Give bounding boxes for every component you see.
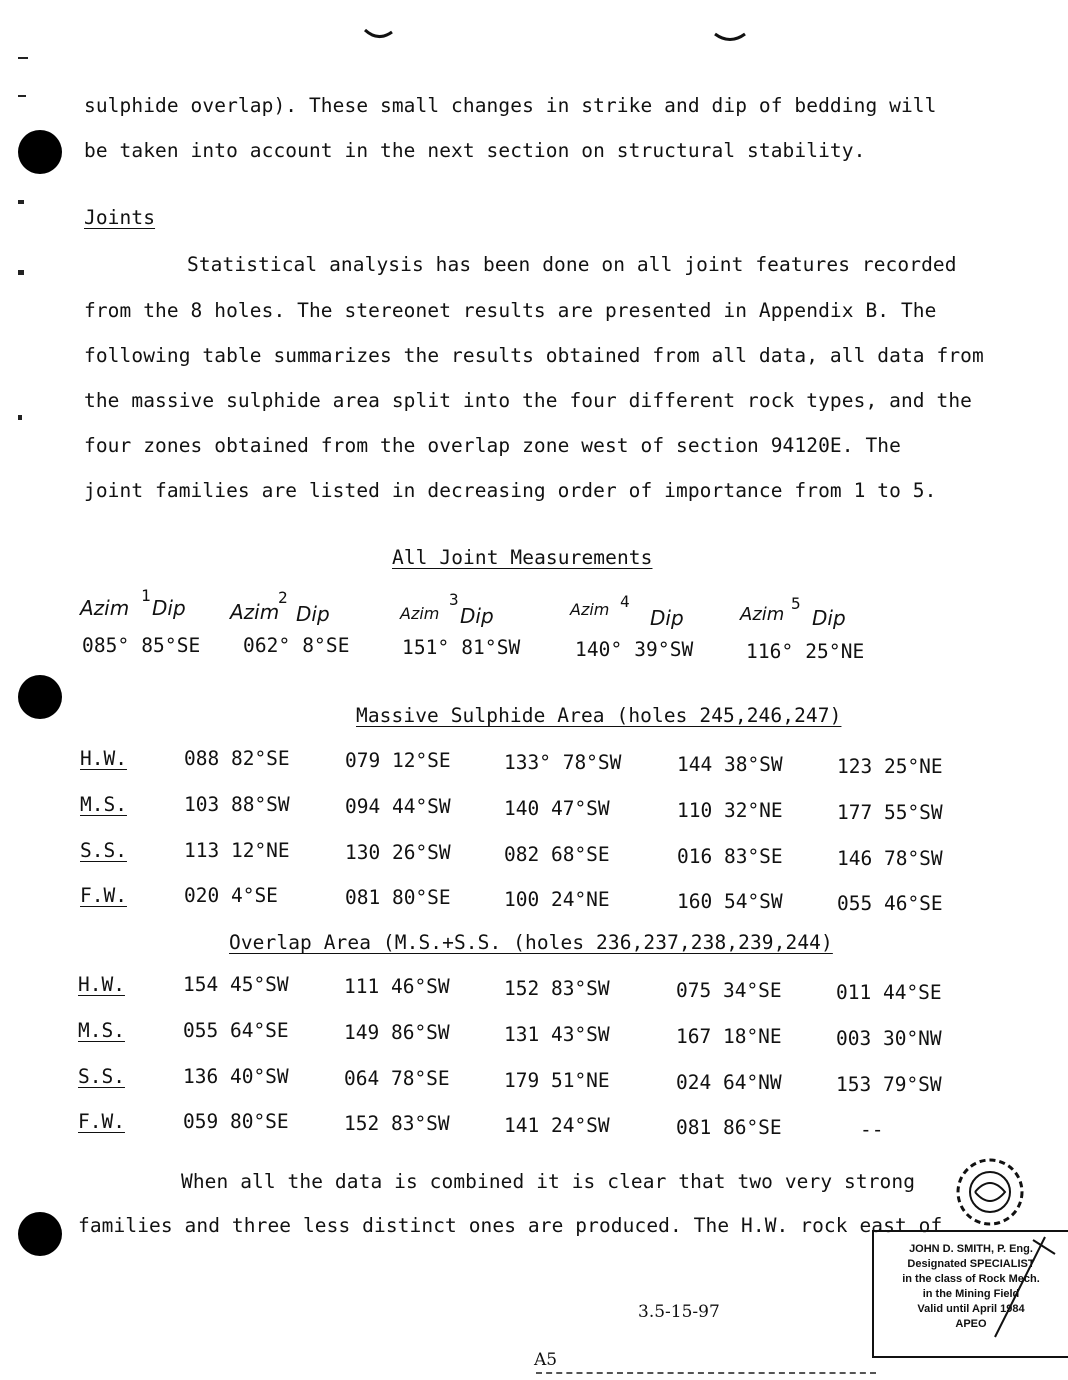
table-cell: 167 18°NE xyxy=(676,1025,782,1048)
table-title-overlap: Overlap Area (M.S.+S.S. (holes 236,237,238,239,244) xyxy=(229,931,833,954)
margin-mark xyxy=(18,95,26,97)
table-cell: 081 86°SE xyxy=(676,1116,782,1139)
stamp-line: JOHN D. SMITH, P. Eng. xyxy=(909,1243,1033,1255)
dip-label: Dip xyxy=(152,596,186,620)
table-cell: 082 68°SE xyxy=(504,843,610,866)
document-number: 3.5-15-97 xyxy=(638,1302,720,1322)
table-cell: 064 78°SE xyxy=(344,1067,450,1090)
azim-label: Azim xyxy=(400,604,440,623)
stamp-line: in the class of Rock Mech. xyxy=(902,1273,1040,1285)
rock-type-label: M.S. xyxy=(80,793,127,816)
family-number: 1 xyxy=(141,586,151,605)
table-cell: 011 44°SE xyxy=(836,981,942,1004)
table-cell: 140 47°SW xyxy=(504,797,610,820)
table-cell: 003 30°NW xyxy=(836,1027,942,1050)
table-title-massive-sulphide: Massive Sulphide Area (holes 245,246,247) xyxy=(356,704,842,727)
paragraph-line: When all the data is combined it is clear that two very strong xyxy=(181,1170,916,1193)
paragraph-line: following table summarizes the results obtained from all data, all data from xyxy=(84,344,984,367)
stamp-line: in the Mining Field xyxy=(922,1288,1020,1300)
rock-type-label: F.W. xyxy=(78,1110,125,1133)
paragraph-line: families and three less distinct ones are produced. The H.W. rock east of xyxy=(78,1214,943,1237)
table-cell: 094 44°SW xyxy=(345,795,451,818)
table-cell: 110 32°NE xyxy=(677,799,783,822)
table-cell: 152 83°SW xyxy=(504,977,610,1000)
table-cell: 130 26°SW xyxy=(345,841,451,864)
stamp-line: Designated SPECIALIST xyxy=(907,1258,1035,1270)
margin-mark xyxy=(18,415,22,420)
azim-label: Azim xyxy=(80,596,130,620)
paragraph-line: be taken into account in the next section on structural stability. xyxy=(84,139,866,162)
table-cell: 149 86°SW xyxy=(344,1021,450,1044)
table-title-all-joints: All Joint Measurements xyxy=(392,546,653,569)
engineer-seal-emblem xyxy=(935,1152,1045,1232)
page-label: A5 xyxy=(534,1350,558,1370)
table-cell: 160 54°SW xyxy=(677,890,783,913)
table-cell: 179 51°NE xyxy=(504,1069,610,1092)
rock-type-label: H.W. xyxy=(78,973,125,996)
table-cell: 075 34°SE xyxy=(676,979,782,1002)
family-value: 140° 39°SW xyxy=(575,638,694,661)
family-value: 062° 8°SE xyxy=(243,634,350,657)
family-number: 3 xyxy=(449,590,459,609)
family-number: 5 xyxy=(791,594,801,613)
azim-label: Azim xyxy=(570,600,610,619)
family-value: 085° 85°SE xyxy=(82,634,201,657)
family-number: 2 xyxy=(278,588,288,607)
table-cell: 111 46°SW xyxy=(344,975,450,998)
family-value: 116° 25°NE xyxy=(746,640,865,663)
margin-mark xyxy=(18,200,24,204)
table-cell: 144 38°SW xyxy=(677,753,783,776)
dip-label: Dip xyxy=(296,602,330,626)
paragraph-line: from the 8 holes. The stereonet results are presented in Appendix B. The xyxy=(84,299,937,322)
table-cell: 059 80°SE xyxy=(183,1110,289,1133)
margin-mark xyxy=(18,270,24,275)
table-cell: 103 88°SW xyxy=(184,793,290,816)
rock-type-label: S.S. xyxy=(78,1065,125,1088)
table-cell: 154 45°SW xyxy=(183,973,289,996)
table-cell: 152 83°SW xyxy=(344,1112,450,1135)
rock-type-label: M.S. xyxy=(78,1019,125,1042)
rock-type-label: H.W. xyxy=(80,747,127,770)
section-heading: Joints xyxy=(84,206,156,229)
table-cell: 113 12°NE xyxy=(184,839,290,862)
table-cell: -- xyxy=(860,1118,884,1141)
paragraph-line: four zones obtained from the overlap zone west of section 94120E. The xyxy=(84,434,901,457)
table-cell: 141 24°SW xyxy=(504,1114,610,1137)
paragraph-line: Statistical analysis has been done on all joint features recorded xyxy=(187,253,957,276)
table-cell: 133° 78°SW xyxy=(504,751,622,774)
table-cell: 055 64°SE xyxy=(183,1019,289,1042)
paragraph-line: sulphide overlap). These small changes in strike and dip of bedding will xyxy=(84,94,937,117)
table-cell: 088 82°SE xyxy=(184,747,290,770)
footer-rule xyxy=(536,1372,876,1374)
scan-curve-artifact xyxy=(360,20,760,50)
dip-label: Dip xyxy=(650,606,684,630)
punch-hole-2 xyxy=(18,675,62,719)
rock-type-label: F.W. xyxy=(80,884,127,907)
table-cell: 079 12°SE xyxy=(345,749,451,772)
table-cell: 146 78°SW xyxy=(837,847,943,870)
stamp-line: Valid until April 1984 xyxy=(917,1303,1025,1315)
table-cell: 153 79°SW xyxy=(836,1073,942,1096)
table-cell: 123 25°NE xyxy=(837,755,943,778)
paragraph-line: the massive sulphide area split into the four different rock types, and the xyxy=(84,389,972,412)
dip-label: Dip xyxy=(812,606,846,630)
table-cell: 020 4°SE xyxy=(184,884,278,907)
azim-label: Azim xyxy=(230,600,280,624)
punch-hole-1 xyxy=(18,130,62,174)
family-value: 151° 81°SW xyxy=(402,636,521,659)
table-cell: 136 40°SW xyxy=(183,1065,289,1088)
table-cell: 100 24°NE xyxy=(504,888,610,911)
stamp-line: APEO xyxy=(955,1318,987,1330)
table-cell: 016 83°SE xyxy=(677,845,783,868)
family-number: 4 xyxy=(620,592,630,611)
margin-mark xyxy=(18,57,28,59)
table-cell: 055 46°SE xyxy=(837,892,943,915)
azim-label: Azim xyxy=(740,604,785,625)
table-cell: 177 55°SW xyxy=(837,801,943,824)
rock-type-label: S.S. xyxy=(80,839,127,862)
dip-label: Dip xyxy=(460,604,494,628)
table-cell: 024 64°NW xyxy=(676,1071,782,1094)
punch-hole-3 xyxy=(18,1212,62,1256)
signature-stroke xyxy=(985,1232,1065,1342)
table-cell: 131 43°SW xyxy=(504,1023,610,1046)
paragraph-line: joint families are listed in decreasing order of importance from 1 to 5. xyxy=(84,479,937,502)
table-cell: 081 80°SE xyxy=(345,886,451,909)
